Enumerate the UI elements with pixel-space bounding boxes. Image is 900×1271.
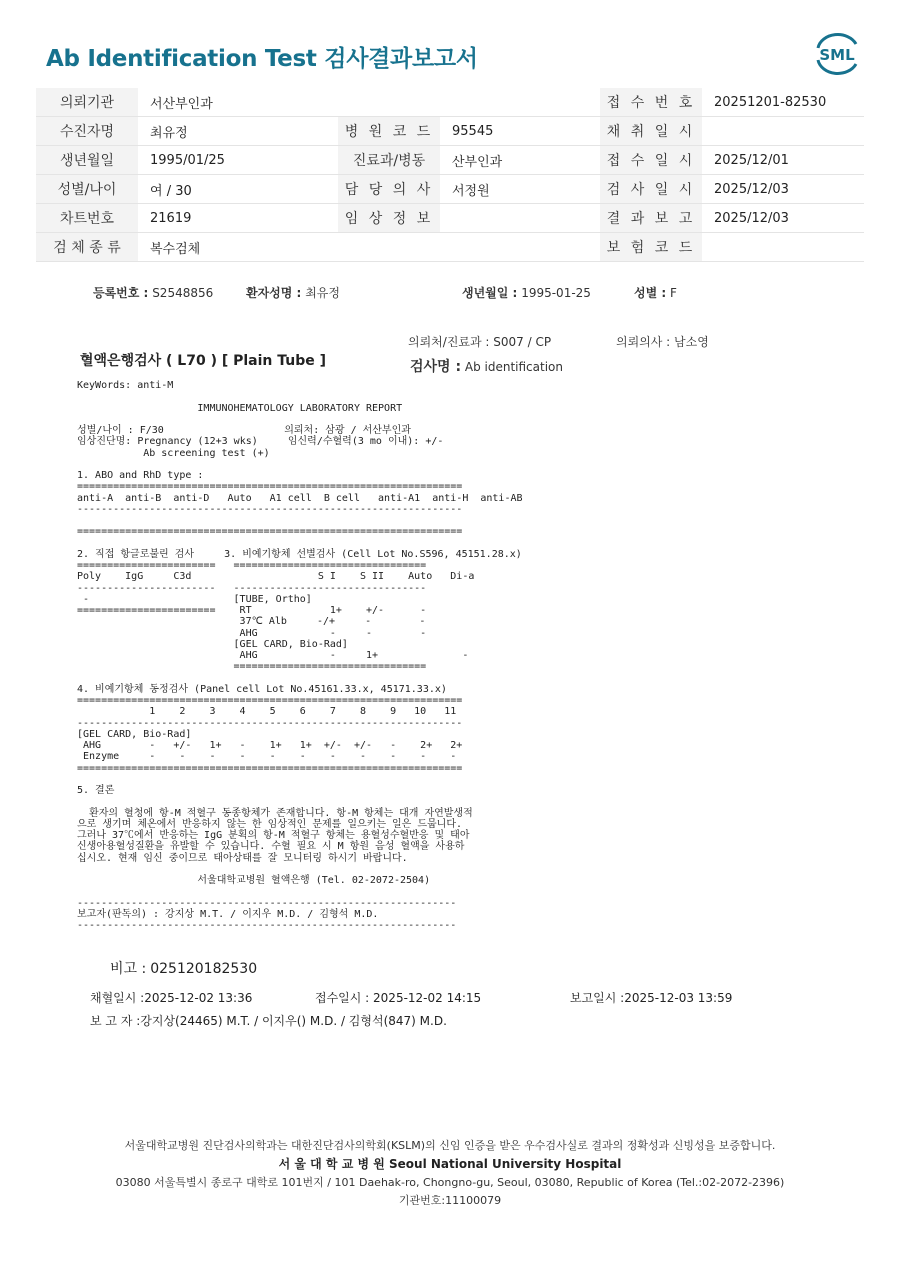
value-receipt-time: 2025/12/01 xyxy=(702,146,864,175)
footer-hospital-name: 서 울 대 학 교 병 원 Seoul National University Hospital xyxy=(278,1157,622,1171)
patient-dob-label: 생년월일 : xyxy=(462,286,518,300)
remarks-value: 025120182530 xyxy=(150,961,258,977)
value-chart-no: 21619 xyxy=(138,204,338,233)
sml-logo xyxy=(812,30,862,76)
value-result-report: 2025/12/03 xyxy=(702,204,864,233)
label-receipt-time: 접 수 일 시 xyxy=(600,146,702,175)
value-test-time: 2025/12/03 xyxy=(702,175,864,204)
patient-dob xyxy=(462,284,591,301)
value-specimen-type: 복수검체 xyxy=(138,233,338,262)
value-hospital-code: 95545 xyxy=(440,117,600,146)
label-specimen-type: 검 체 종 류 xyxy=(36,233,138,262)
label-result-report: 결 과 보 고 xyxy=(600,204,702,233)
label-clinical-info: 임 상 정 보 xyxy=(338,204,440,233)
collection-datetime: 채혈일시 :2025-12-02 13:36 xyxy=(90,991,253,1005)
label-insurance-code: 보 험 코 드 xyxy=(600,233,702,262)
value-patient-name: 최유정 xyxy=(138,117,338,146)
info-row xyxy=(36,233,864,262)
value-receipt-no: 20251201-82530 xyxy=(702,88,864,117)
lab-test-title: 혈액은행검사 ( L70 ) [ Plain Tube ] xyxy=(80,353,327,369)
info-row xyxy=(36,146,864,175)
logo-text: SML xyxy=(819,46,855,64)
patient-info-table xyxy=(36,88,864,262)
label-requester: 의뢰기관 xyxy=(36,88,138,117)
value-insurance-code xyxy=(702,233,864,262)
reporter xyxy=(90,1012,447,1029)
report-title: Ab Identification Test 검사결과보고서 xyxy=(46,46,478,72)
reporter-label: 보 고 자 : xyxy=(90,1014,141,1028)
footer-address: 03080 서울특별시 종로구 대학로 101번지 / 101 Daehak-ro, Chongno-gu, Seoul, 03080, Republic of Korea (Tel.:02-2072-2396) xyxy=(115,1176,785,1189)
remarks-label: 비고 : xyxy=(110,961,147,977)
exam-name-value: Ab identification xyxy=(464,360,563,374)
requesting-department: 의뢰처/진료과 : S007 / CP xyxy=(408,335,552,349)
exam-name xyxy=(410,356,563,376)
empty-cell xyxy=(338,233,600,262)
patient-dob-value: 1995-01-25 xyxy=(521,286,591,300)
lab-report-body: KeyWords: anti-M IMMUNOHEMATOLOGY LABORATORY REPORT 성별/나이 : F/30 의뢰처: 삼광 / 서산부인과 임상진단명: Pregnancy (12+3 wks) 임신력/수혈력(3 mo 이내): +/- Ab screening test (+) 1. ABO and RhD type : ================================================================ anti-A anti-B anti-D Auto A1 cell B cell anti-A1 anti-H anti-AB ---------------------------------------------------------------- ================================================================ 2. 직접 항글로불린 검사 3. 비예기항체 선별검사 (Cell Lot No.S596, 45151.28.x) ======================= ================================ Poly IgG C3d S I S II Auto Di-a ----------------------- -------------------------------- - [TUBE, Ortho] ======================= RT 1+ +/- - 37℃ Alb -/+ - - AHG - - - [GEL CARD, Bio-Rad] AHG - 1+ - ================================ 4. 비예기항체 동정검사 (Panel cell Lot No.45161.33.x, 45171.33.x) ================================================================ 1 2 3 4 5 6 7 8 9 10 11 ---------------------------------------------------------------- [GEL CARD, Bio-Rad] AHG - +/- 1+ - 1+ 1+ +/- +/- - 2+ 2+ Enzyme - - - - - - - - - - - ================================================================ 5. 결론 환자의 혈청에 항-M 적혈구 동종항체가 존재합니다. 항-M 항체는 대개 자연발생적 으로 생기며 체온에서 반응하지 않는 한 임상적인 문제를 일으키는 일은 드뭅니다. 그러나 37℃에서 반응하는 IgG 분획의 항-M 적혈구 항체는 용혈성수혈반응 및 태아 신생아용혈성질환을 유발할 수 있습니다. 수혈 필요 시 M 항원 음성 혈액을 사용하 십시오. 현재 임신 중이므로 태아상태를 잘 모니터링 하시기 바랍니다. 서울대학교병원 혈액은행 (Tel. 02-2072-2504) --------------------------------------------------------------- 보고자(판독의) : 강지상 M.T. / 이지우 M.D. / 김형석 M.D. --------------------------------------------------------------- xyxy=(77,380,523,931)
label-hospital-code: 병 원 코 드 xyxy=(338,117,440,146)
remarks xyxy=(110,958,257,978)
label-doctor: 담 당 의 사 xyxy=(338,175,440,204)
value-collection-time xyxy=(702,117,864,146)
value-birth-date: 1995/01/25 xyxy=(138,146,338,175)
value-clinical-info xyxy=(440,204,600,233)
report-datetime: 보고일시 :2025-12-03 13:59 xyxy=(570,991,733,1005)
footer-institution-number: 기관번호:11100079 xyxy=(398,1194,502,1207)
label-test-time: 검 사 일 시 xyxy=(600,175,702,204)
info-row xyxy=(36,204,864,233)
reporter-value: 강지상(24465) M.T. / 이지우() M.D. / 김형석(847) M.D. xyxy=(140,1014,447,1028)
label-department: 진료과/병동 xyxy=(338,146,440,175)
patient-sex-value: F xyxy=(670,286,677,300)
label-collection-time: 채 취 일 시 xyxy=(600,117,702,146)
label-birth-date: 생년월일 xyxy=(36,146,138,175)
label-patient-name: 수진자명 xyxy=(36,117,138,146)
footer-certification: 서울대학교병원 진단검사의학과는 대한진단검사의학회(KSLM)의 신임 인증을 받은 우수검사실로 결과의 정확성과 신빙성을 보증합니다. xyxy=(124,1139,776,1152)
value-sex-age: 여 / 30 xyxy=(138,175,338,204)
info-row xyxy=(36,117,864,146)
patient-sex xyxy=(634,284,677,301)
receipt-datetime: 접수일시 : 2025-12-02 14:15 xyxy=(315,991,482,1005)
registration-number-value: S2548856 xyxy=(152,286,214,300)
label-receipt-no: 접 수 번 호 xyxy=(600,88,702,117)
value-doctor: 서정원 xyxy=(440,175,600,204)
label-chart-no: 차트번호 xyxy=(36,204,138,233)
patient-sex-label: 성별 : xyxy=(634,286,667,300)
patient-name xyxy=(246,284,340,301)
info-row xyxy=(36,88,864,117)
registration-number-label: 등록번호 : xyxy=(93,286,149,300)
value-requester: 서산부인과 xyxy=(138,88,338,117)
label-sex-age: 성별/나이 xyxy=(36,175,138,204)
empty-cell xyxy=(338,88,600,117)
exam-name-label: 검사명 : xyxy=(410,359,462,375)
registration-number xyxy=(93,284,213,301)
info-row xyxy=(36,175,864,204)
requesting-doctor: 의뢰의사 : 남소영 xyxy=(616,335,709,349)
patient-name-label: 환자성명 : xyxy=(246,286,302,300)
patient-name-value: 최유정 xyxy=(305,286,340,300)
value-department: 산부인과 xyxy=(440,146,600,175)
